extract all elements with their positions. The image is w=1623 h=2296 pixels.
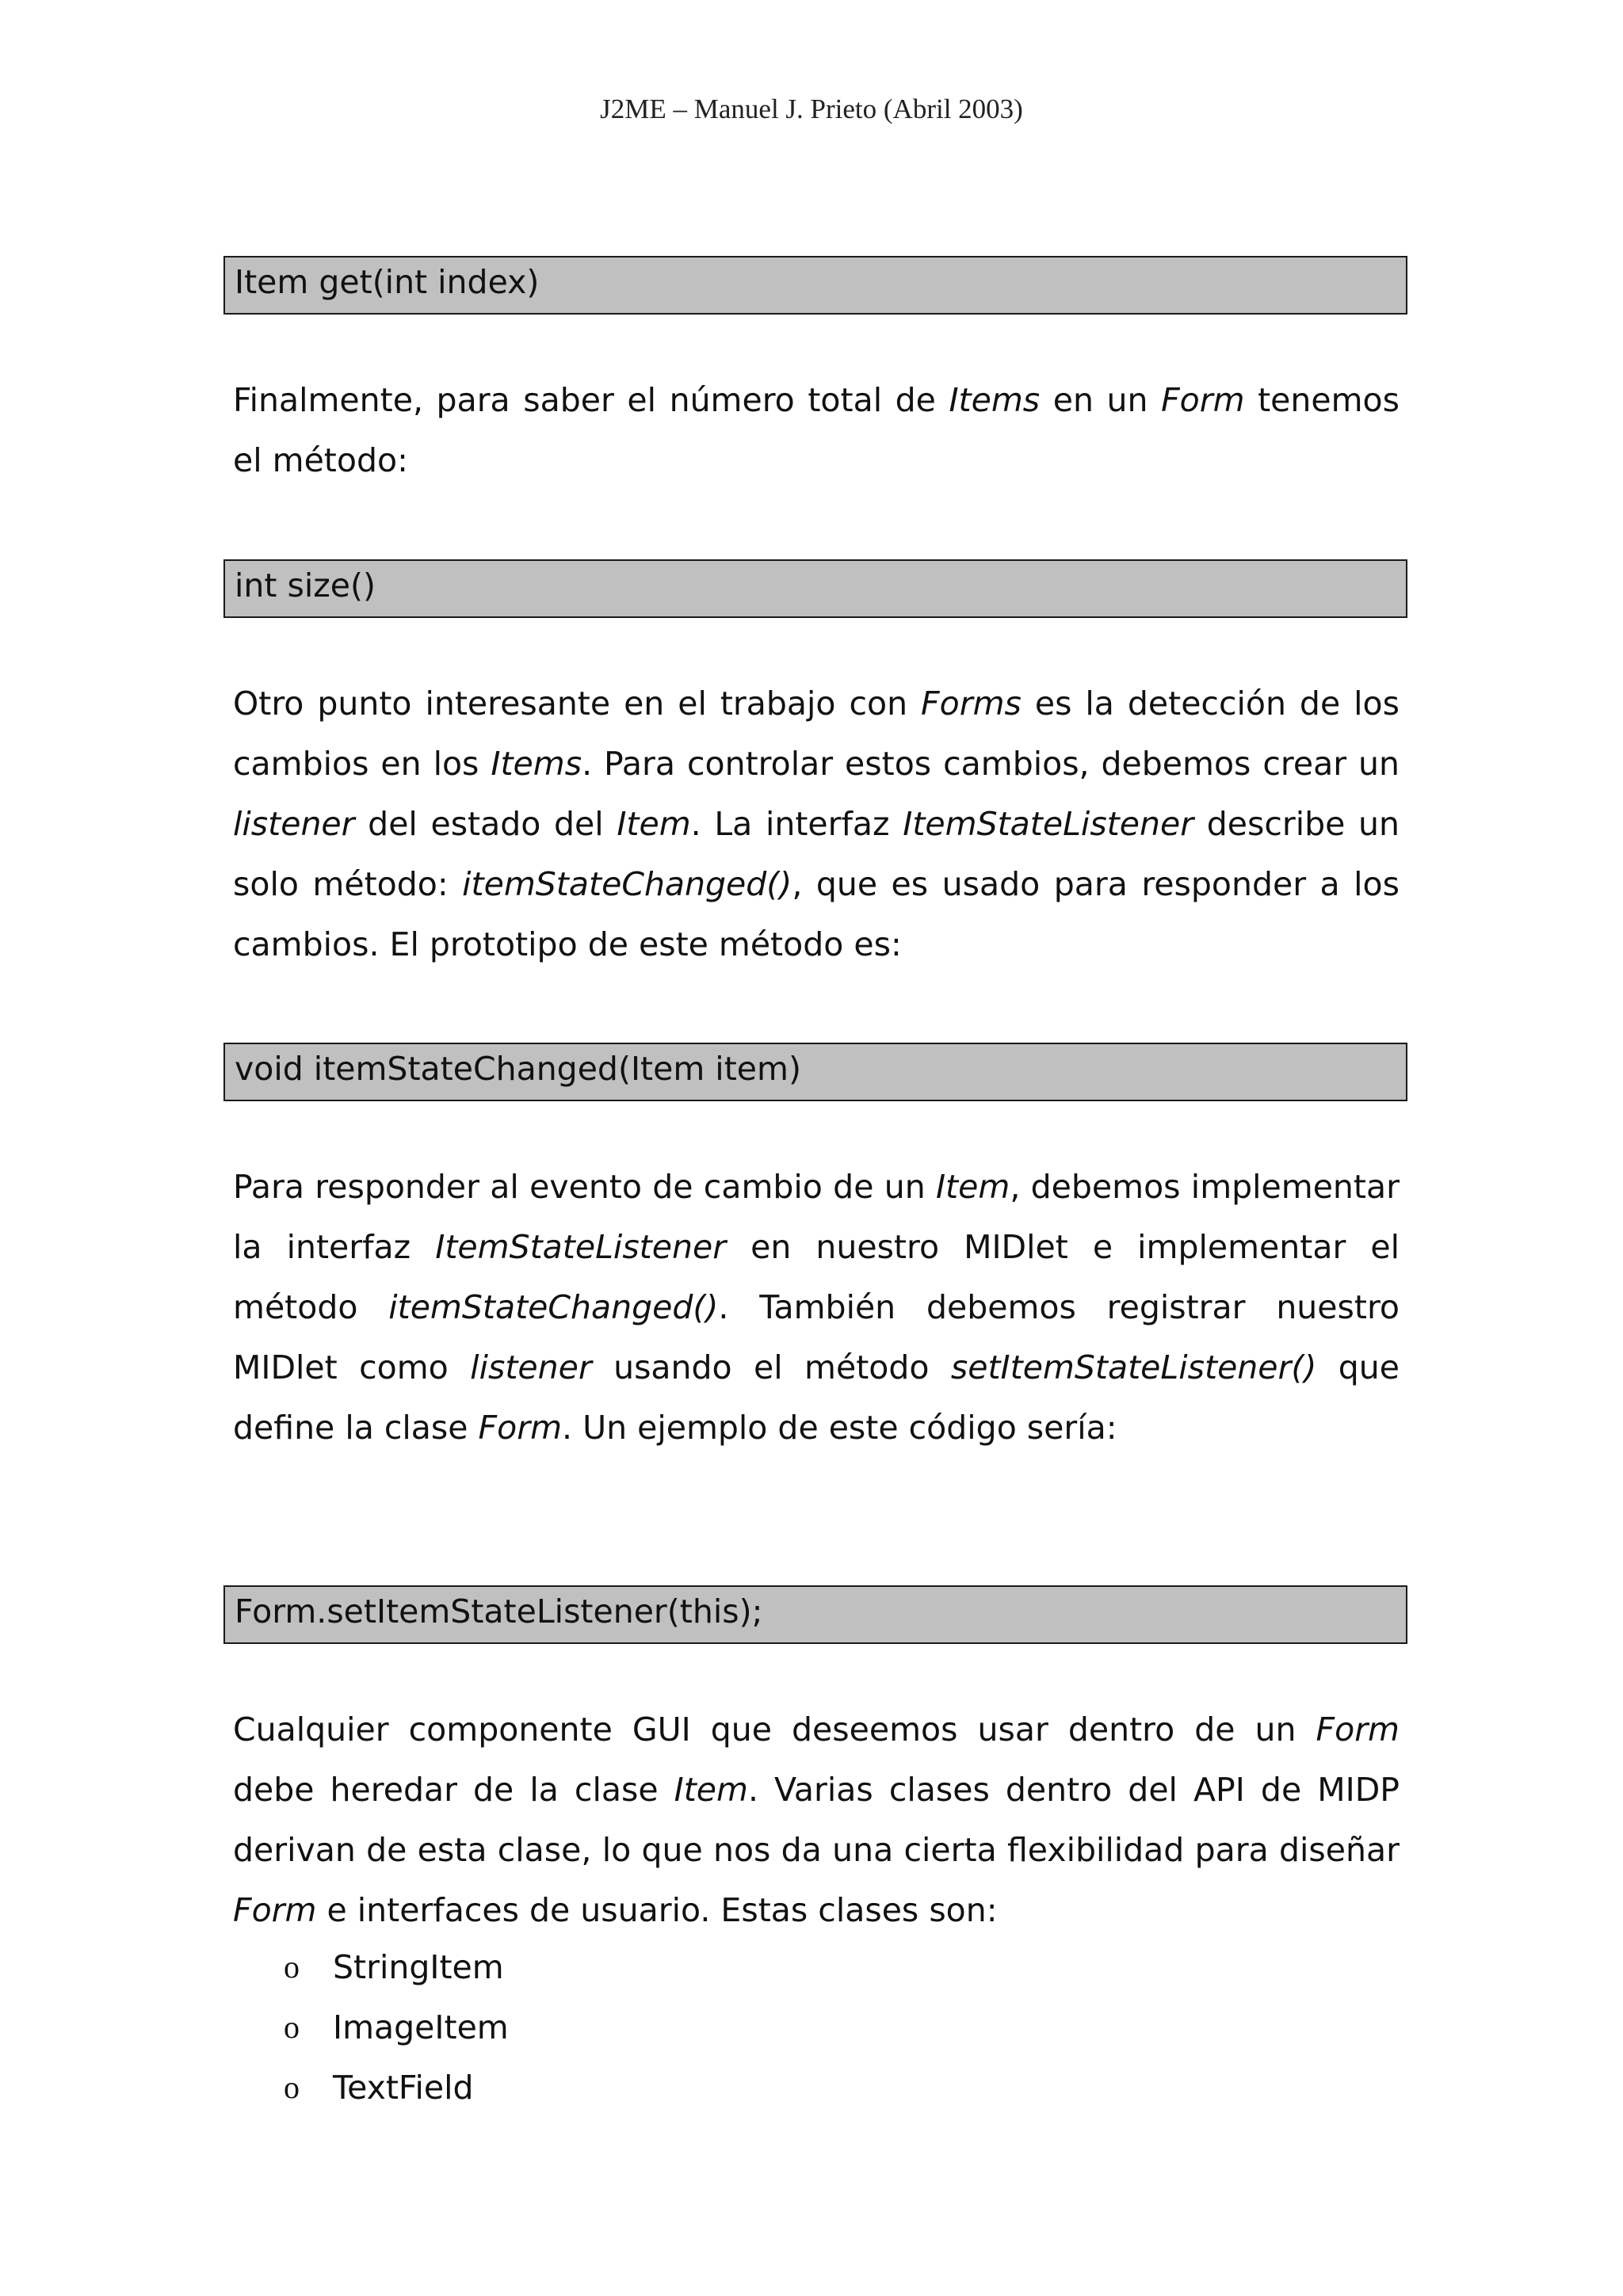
list-item <box>233 1937 1025 1997</box>
italic-term: Form <box>478 1409 563 1447</box>
text-run: . También debemos registrar nuestro MIDlet como <box>233 1288 1400 1386</box>
italic-term: Item <box>674 1771 748 1809</box>
italic-term: Forms <box>921 685 1022 723</box>
text-run: , debemos implementar la interfaz <box>233 1168 1400 1266</box>
code-block-size: int size() <box>223 559 1407 618</box>
italic-term: setItemStateListener() <box>950 1348 1317 1386</box>
text-run: . Varias clases dentro del API de MIDP derivan de esta clase, lo que nos da una cierta flexibilidad para diseñar <box>233 1771 1400 1869</box>
text-run: e interfaces de usuario. Estas clases son: <box>316 1891 998 1929</box>
italic-term: Form <box>1161 381 1245 419</box>
text-run: es la detección de los cambios en los <box>233 685 1400 783</box>
italic-term: listener <box>233 805 355 843</box>
code-block-set-listener: Form.setItemStateListener(this); <box>223 1585 1407 1644</box>
italic-term: Item <box>935 1168 1010 1206</box>
text-run: Para responder al evento de cambio de un <box>233 1168 936 1206</box>
bullet-circle-icon: o <box>284 1949 300 1985</box>
italic-term: Form <box>233 1891 317 1929</box>
italic-term: Form <box>1316 1711 1400 1749</box>
text-run: . Para controlar estos cambios, debemos crear un <box>582 745 1400 783</box>
italic-term: Items <box>491 745 582 783</box>
italic-term: ItemStateListener <box>903 805 1194 843</box>
text-run: que define la clase <box>233 1348 1400 1447</box>
text-run: en un <box>1040 381 1162 419</box>
text-run: . Un ejemplo de este código sería: <box>562 1409 1117 1447</box>
text-run: usando el método <box>591 1348 951 1386</box>
page-header: J2ME – Manuel J. Prieto (Abril 2003) <box>600 93 1023 124</box>
list-item <box>233 2058 1025 2118</box>
italic-term: Items <box>949 381 1041 419</box>
text-run: Cualquier componente GUI que deseemos usar dentro de un <box>233 1711 1316 1749</box>
paragraph-listener-implementation <box>233 1157 1400 1458</box>
text-run: Otro punto interesante en el trabajo con <box>233 685 922 723</box>
text-run: , que es usado para responder a los cambios. El prototipo de este método es: <box>233 865 1400 963</box>
list-item-label: TextField <box>333 2069 474 2107</box>
list-item <box>233 1997 1025 2058</box>
item-classes-list <box>233 1937 1025 2118</box>
italic-term: ItemStateListener <box>435 1228 727 1266</box>
text-run: . La interfaz <box>690 805 903 843</box>
text-run: Finalmente, para saber el número total de <box>233 381 949 419</box>
list-item-label: StringItem <box>333 1948 504 1986</box>
bullet-circle-icon: o <box>284 2009 300 2045</box>
text-run: debe heredar de la clase <box>233 1771 674 1809</box>
text-run: tenemos el método: <box>233 381 1400 479</box>
text-run: en nuestro MIDlet e implementar el método <box>233 1228 1400 1326</box>
text-run: del estado del <box>354 805 617 843</box>
paragraph-gui-components <box>233 1699 1400 1940</box>
italic-term: Item <box>617 805 691 843</box>
text-run: describe un solo método: <box>233 805 1400 903</box>
code-block-item-state-changed: void itemStateChanged(Item item) <box>223 1043 1407 1101</box>
paragraph-size-intro <box>233 370 1400 490</box>
italic-term: listener <box>470 1348 592 1386</box>
italic-term: itemStateChanged() <box>388 1288 719 1326</box>
code-block-get: Item get(int index) <box>223 256 1407 315</box>
paragraph-listener-intro <box>233 673 1400 974</box>
italic-term: itemStateChanged() <box>462 865 792 903</box>
list-item-label: ImageItem <box>333 2008 509 2046</box>
bullet-circle-icon: o <box>284 2069 300 2105</box>
